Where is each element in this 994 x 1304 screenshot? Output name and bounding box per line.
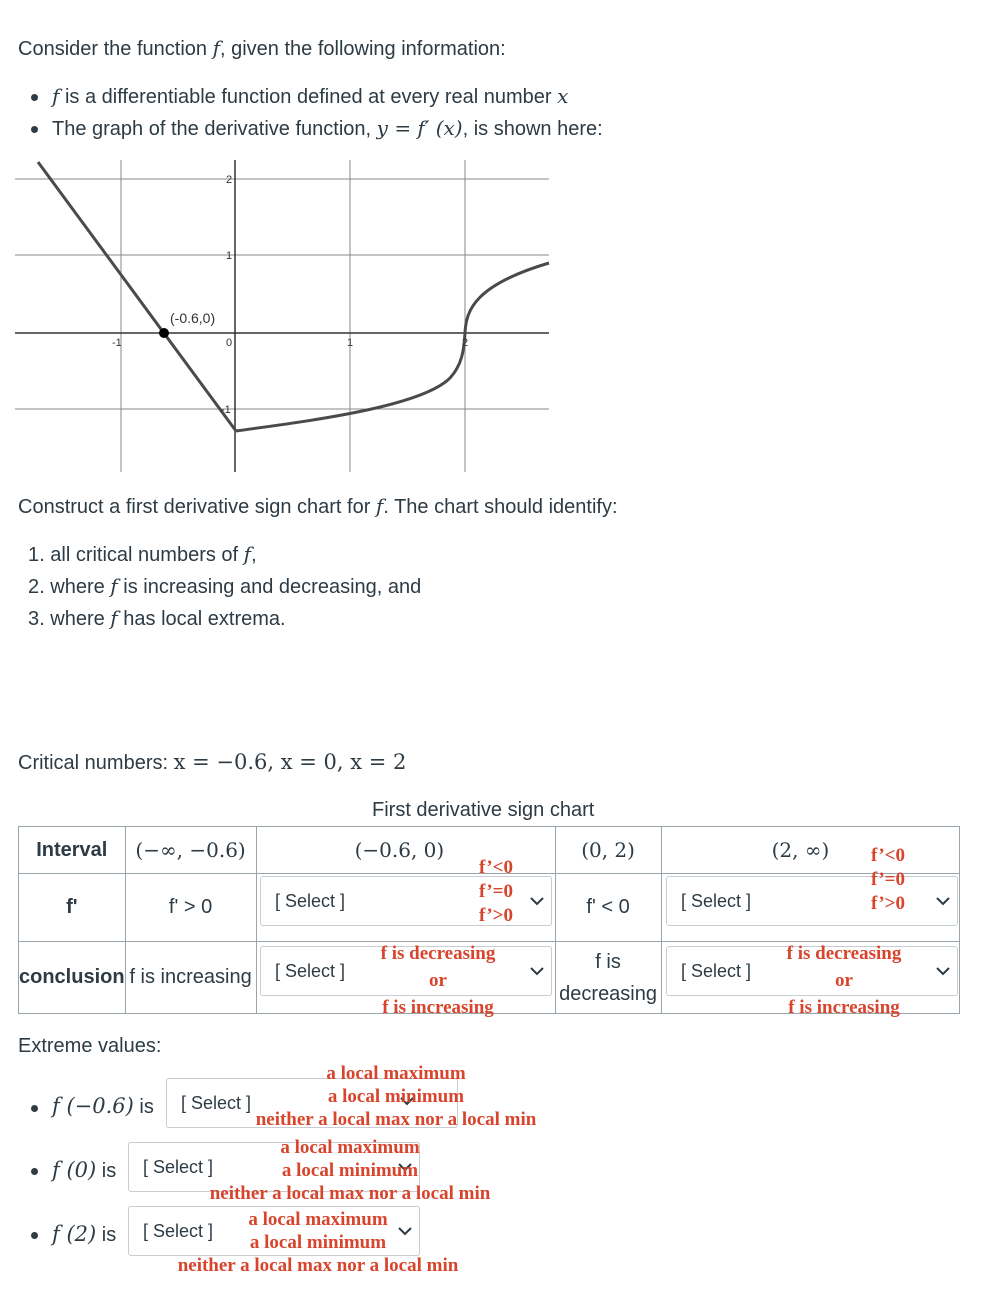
select-placeholder: [ Select ] bbox=[681, 961, 752, 981]
chart-title: First derivative sign chart bbox=[372, 799, 595, 821]
extreme-item-1 bbox=[52, 1094, 154, 1119]
option: a local maximum bbox=[280, 1137, 420, 1158]
critical-math: x = −0.6, x = 0, x = 2 bbox=[173, 750, 407, 774]
xtick-label: 0 bbox=[226, 337, 233, 349]
bullet1-f: f bbox=[52, 84, 60, 108]
bullet-dot bbox=[31, 1168, 38, 1175]
select-placeholder: [ Select ] bbox=[681, 891, 752, 911]
list-item bbox=[28, 542, 257, 567]
list-num: 1. bbox=[28, 544, 45, 566]
ytick-label: 2 bbox=[226, 174, 233, 186]
conclusion-interval-1: f is increasing bbox=[125, 942, 256, 1014]
construct-f: f bbox=[375, 494, 384, 518]
critical-numbers bbox=[18, 750, 406, 775]
bullet-dot bbox=[31, 1232, 38, 1239]
fprime-options-interval-4 bbox=[848, 844, 928, 916]
intro-tail: , given the following information: bbox=[219, 38, 506, 60]
extreme-values-label: Extreme values: bbox=[18, 1035, 162, 1057]
bullet2-math: y = f′ (x) bbox=[376, 116, 463, 140]
row-conclusion-label: conclusion bbox=[19, 942, 126, 1014]
option: a local minimum bbox=[327, 1086, 465, 1107]
select-placeholder: [ Select ] bbox=[275, 961, 346, 981]
critical-label: Critical numbers: bbox=[18, 752, 169, 774]
intro-text: Consider the function bbox=[18, 38, 208, 60]
option: f is increasing bbox=[788, 997, 900, 1018]
conclusion-options-interval-4 bbox=[764, 940, 924, 1021]
list-post: is increasing and decreasing, and bbox=[123, 576, 422, 598]
select-placeholder: [ Select ] bbox=[143, 1157, 214, 1177]
extrema-options-2 bbox=[148, 1208, 488, 1277]
list-item bbox=[28, 574, 421, 599]
header-interval-1: (−∞, −0.6) bbox=[125, 827, 256, 874]
option: neither a local max nor a local min bbox=[255, 1109, 537, 1130]
option: f’<0 bbox=[478, 857, 514, 878]
option: a local maximum bbox=[248, 1209, 388, 1230]
option: f is increasing bbox=[382, 997, 494, 1018]
curve-right-branch bbox=[236, 263, 549, 431]
option: a local maximum bbox=[326, 1063, 466, 1084]
select-placeholder: [ Select ] bbox=[181, 1093, 252, 1113]
extreme-item-3 bbox=[52, 1222, 116, 1247]
chevron-down-icon bbox=[935, 965, 951, 977]
chevron-down-icon bbox=[529, 965, 545, 977]
bullet-dot bbox=[31, 94, 38, 101]
bullet-dot bbox=[31, 126, 38, 133]
list-text: all critical numbers of bbox=[50, 544, 239, 566]
ytick-label: -1 bbox=[221, 404, 231, 416]
list-item bbox=[28, 606, 286, 631]
extrema-options-neg06 bbox=[226, 1062, 566, 1131]
header-interval-4: (2, ∞) bbox=[661, 827, 959, 874]
conclusion-interval-3 bbox=[555, 942, 661, 1014]
option: or bbox=[429, 970, 447, 991]
bullet-1 bbox=[52, 84, 568, 109]
derivative-graph bbox=[0, 150, 560, 480]
conclusion-options-interval-2 bbox=[358, 940, 518, 1021]
intro-line bbox=[18, 36, 506, 61]
list-num: 2. bbox=[28, 576, 45, 598]
option: a local minimum bbox=[249, 1232, 387, 1253]
extrema-options-0 bbox=[180, 1136, 520, 1205]
select-placeholder: [ Select ] bbox=[275, 891, 346, 911]
construct-tail: . The chart should identify: bbox=[383, 496, 618, 518]
extreme-item-2 bbox=[52, 1158, 116, 1183]
chevron-down-icon bbox=[935, 895, 951, 907]
list-post: , bbox=[251, 544, 257, 566]
option: f’=0 bbox=[870, 869, 906, 890]
point-label: (-0.6,0) bbox=[170, 310, 216, 326]
bullet-2 bbox=[52, 116, 603, 141]
option: neither a local max nor a local min bbox=[177, 1255, 459, 1276]
list-f: f bbox=[110, 606, 118, 630]
list-post: has local extrema. bbox=[123, 608, 286, 630]
option: f’>0 bbox=[870, 893, 906, 914]
option: or bbox=[835, 970, 853, 991]
fprime-interval-1: f' > 0 bbox=[125, 874, 256, 942]
extreme-math: f (0) bbox=[52, 1158, 97, 1182]
curve-left-branch bbox=[38, 162, 236, 431]
xtick-label: -1 bbox=[112, 337, 122, 349]
header-interval-3: (0, 2) bbox=[555, 827, 661, 874]
list-num: 3. bbox=[28, 608, 45, 630]
list-text: where bbox=[50, 576, 105, 598]
fprime-interval-3: f' < 0 bbox=[555, 874, 661, 942]
option: a local minimum bbox=[281, 1160, 419, 1181]
option: f’=0 bbox=[478, 881, 514, 902]
option: f’<0 bbox=[870, 845, 906, 866]
critical-point-marker bbox=[159, 328, 169, 338]
select-placeholder: [ Select ] bbox=[143, 1221, 214, 1241]
list-text: where bbox=[50, 608, 105, 630]
extreme-is: is bbox=[101, 1224, 117, 1246]
fprime-options-interval-2 bbox=[456, 856, 536, 928]
extreme-math: f (2) bbox=[52, 1222, 97, 1246]
bullet2-tail: , is shown here: bbox=[462, 118, 603, 140]
construct-text: Construct a first derivative sign chart for bbox=[18, 496, 371, 518]
extreme-is: is bbox=[101, 1160, 117, 1182]
xtick-label: 1 bbox=[347, 337, 354, 349]
conclusion-3-line1: f is bbox=[595, 950, 621, 973]
list-f: f bbox=[243, 542, 252, 566]
bullet1-text: is a differentiable function defined at every real number bbox=[59, 86, 558, 108]
intro-f: f bbox=[212, 36, 220, 60]
conclusion-3-line2: decreasing bbox=[559, 982, 657, 1005]
list-f: f bbox=[110, 574, 118, 598]
option: neither a local max nor a local min bbox=[209, 1183, 491, 1204]
extreme-math: f (−0.6) bbox=[52, 1094, 134, 1118]
extreme-is: is bbox=[139, 1096, 154, 1118]
row-fprime-label: f' bbox=[19, 874, 126, 942]
construct-line bbox=[18, 494, 618, 519]
option: f’>0 bbox=[478, 905, 514, 926]
bullet2-text: The graph of the derivative function, bbox=[52, 118, 372, 140]
bullet1-x: x bbox=[557, 84, 569, 108]
bullet-dot bbox=[31, 1105, 38, 1112]
header-interval: Interval bbox=[19, 827, 126, 874]
xtick-label: 2 bbox=[462, 337, 469, 349]
ytick-label: 1 bbox=[226, 250, 233, 262]
option: f is decreasing bbox=[786, 943, 902, 964]
option: f is decreasing bbox=[380, 943, 496, 964]
header-interval-2: (−0.6, 0) bbox=[256, 827, 555, 874]
